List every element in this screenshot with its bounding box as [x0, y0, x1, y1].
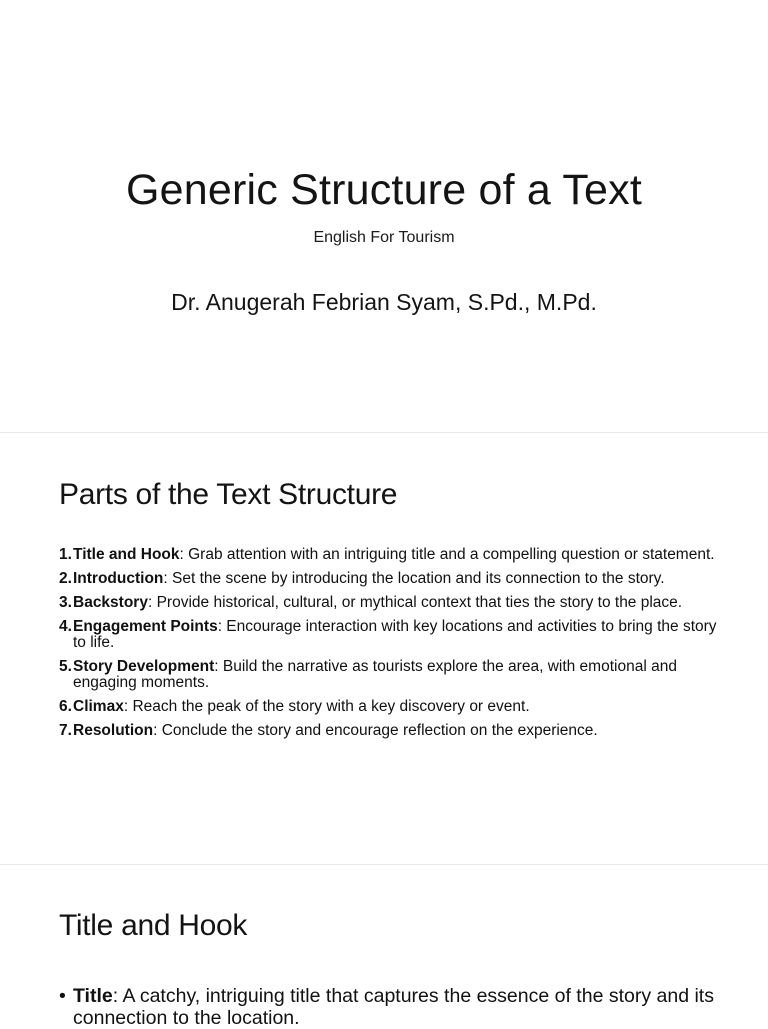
list-item [59, 985, 719, 1029]
item-description: : Conclude the story and encourage reflection on the experience. [153, 722, 598, 739]
list-item [59, 595, 719, 611]
item-number: 1. [59, 546, 72, 563]
item-term: Introduction [73, 570, 164, 587]
item-description: : A catchy, intriguing title that captures the essence of the story and its connection to the location. [73, 985, 714, 1029]
item-term: Resolution [73, 722, 154, 739]
parts-list [59, 547, 719, 747]
item-description: : Set the scene by introducing the location and its connection to the story. [163, 570, 665, 587]
item-description: : Grab attention with an intriguing title and a compelling question or statement. [179, 546, 715, 563]
item-number: 2. [59, 570, 72, 587]
bullet-icon: • [59, 985, 66, 1007]
item-description: : Provide historical, cultural, or mythical context that ties the story to the place. [147, 594, 683, 611]
item-number: 6. [59, 698, 72, 715]
list-item [59, 619, 719, 651]
item-number: 7. [59, 722, 72, 739]
item-description: : Encourage interaction with key locations and activities to bring the story to life. [73, 618, 717, 651]
author-name: Dr. Anugerah Febrian Syam, S.Pd., M.Pd. [171, 289, 597, 315]
title-hook-heading: Title and Hook [59, 909, 248, 942]
item-term: Engagement Points [73, 618, 218, 635]
item-term: Story Development [73, 658, 215, 675]
item-description: : Build the narrative as tourists explore the area, with emotional and engaging moments. [73, 658, 677, 691]
bullet-list [59, 985, 719, 1029]
course-subtitle: English For Tourism [313, 229, 455, 246]
presentation-title: Generic Structure of a Text [125, 166, 643, 214]
item-term: Title [73, 985, 113, 1007]
title-slide [0, 0, 768, 432]
list-item [59, 659, 719, 691]
list-item [59, 723, 719, 739]
item-number: 3. [59, 594, 72, 611]
item-term: Climax [73, 698, 124, 715]
title-hook-slide [0, 864, 768, 1029]
item-term: Backstory [73, 594, 148, 611]
parts-slide [0, 432, 768, 865]
list-item [59, 699, 719, 715]
item-term: Title and Hook [73, 546, 180, 563]
parts-heading: Parts of the Text Structure [59, 478, 398, 511]
item-number: 4. [59, 618, 72, 635]
list-item [59, 571, 719, 587]
item-description: : Reach the peak of the story with a key discovery or event. [123, 698, 530, 715]
list-item [59, 547, 719, 563]
item-number: 5. [59, 658, 72, 675]
